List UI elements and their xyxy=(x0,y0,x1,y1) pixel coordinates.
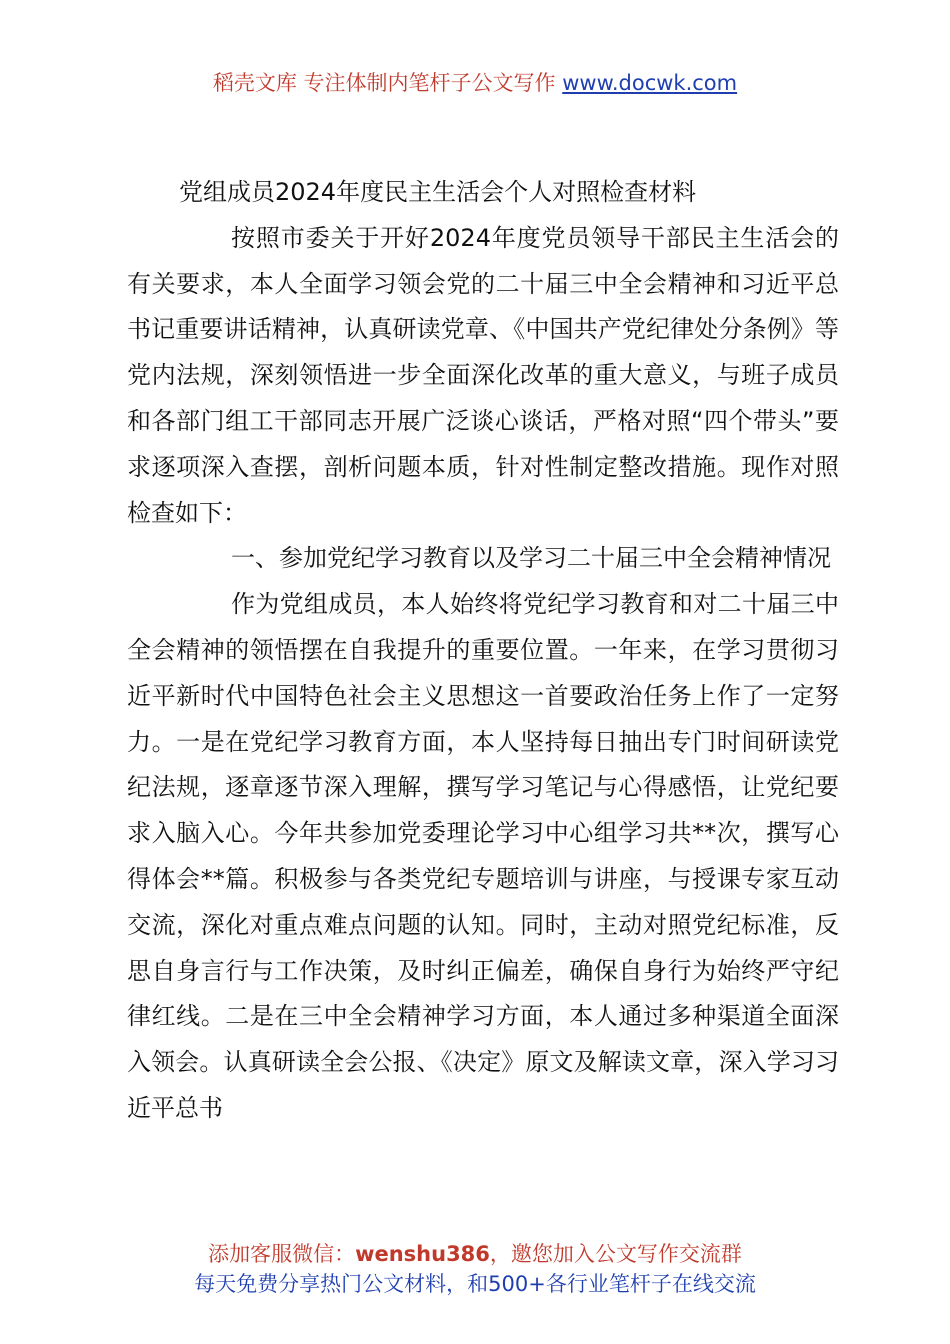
footer-contact-suffix: ，邀您加入公文写作交流群 xyxy=(489,1242,742,1266)
page-footer xyxy=(0,1239,950,1299)
footer-promo-line: 每天免费分享热门公文材料，和500+各行业笔杆子在线交流 xyxy=(194,1272,756,1296)
section-heading: 一、参加党纪学习教育以及学习二十届三中全会精神情况 xyxy=(231,544,831,573)
intro-paragraph: 按照市委关于开好2024年度党员领导干部民主生活会的有关要求，本人全面学习领会党的二十届三中全会精神和习近平总书记重要讲话精神，认真研读党章、《中国共产党纪律处分条例》等党内法规，深刻领悟进一步全面深化改革的重大意义，与班子成员和各部门组工干部同志开展广泛谈心谈话，严格对照“四个带头”要求逐项深入查摆，剖析问题本质，针对性制定整改措施。现作对照检查如下： xyxy=(127,223,839,527)
footer-contact-prefix: 添加客服微信： xyxy=(208,1242,356,1266)
document-title: 党组成员2024年度民主生活会个人对照检查材料 xyxy=(179,178,697,206)
site-link[interactable]: www.docwk.com xyxy=(562,71,738,95)
page-header xyxy=(0,68,950,98)
body-paragraph: 作为党组成员，本人始终将党纪学习教育和对二十届三中全会精神的领悟摆在自我提升的重要位置。一年来，在学习贯彻习近平新时代中国特色社会主义思想这一首要政治任务上作了一定努力。一是在党纪学习教育方面，本人坚持每日抽出专门时间研读党纪法规，逐章逐节深入理解，撰写学习笔记与心得感悟，让党纪要求入脑入心。今年共参加党委理论学习中心组学习共**次，撰写心得体会**篇。积极参与各类党纪专题培训与讲座，与授课专家互动交流，深化对重点难点问题的认知。同时，主动对照党纪标准，反思自身言行与工作决策，及时纠正偏差，确保自身行为始终严守纪律红线。二是在三中全会精神学习方面，本人通过多种渠道全面深入领会。认真研读全会公报、《决定》原文及解读文章，深入学习习近平总书 xyxy=(127,590,839,1122)
document-body xyxy=(127,170,839,1132)
footer-contact-line xyxy=(0,1239,950,1269)
wechat-id: wenshu386 xyxy=(355,1242,490,1266)
brand-text: 稻壳文库 专注体制内笔杆子公文写作 xyxy=(212,71,556,95)
